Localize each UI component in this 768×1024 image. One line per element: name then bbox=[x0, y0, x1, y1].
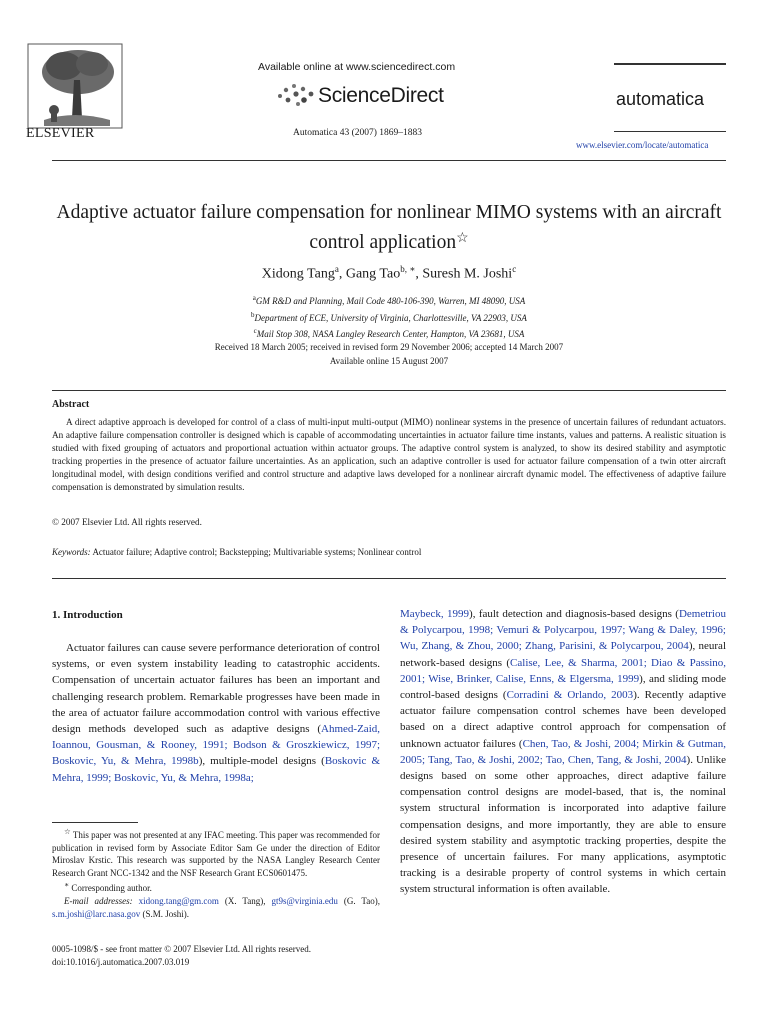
article-title bbox=[52, 200, 726, 256]
author-name: Gang Tao bbox=[345, 266, 401, 282]
footnotes bbox=[52, 826, 380, 920]
affiliation-line bbox=[52, 292, 726, 309]
email-link[interactable]: xidong.tang@gm.com bbox=[138, 895, 219, 906]
author-affiliation-mark[interactable]: a bbox=[334, 264, 339, 274]
abstract-divider-top bbox=[52, 390, 726, 391]
elsevier-tree-logo bbox=[24, 40, 126, 132]
email-owner: (S.M. Joshi). bbox=[142, 908, 190, 919]
body-text: Actuator failures can cause severe performance deterioration of control systems, or even system instability leading to catastrophic accidents. Compensation of uncertain actuator failures has been an important and challenging research problem. Remarkable progresses have been made in the area of actuator failure accommodation control with various effective design methods developed such as adaptive designs ( bbox=[52, 642, 380, 736]
article-title-text: Adaptive actuator failure compensation for nonlinear MIMO systems with an aircraft control application bbox=[56, 202, 722, 253]
footnote-text: Corresponding author. bbox=[71, 883, 152, 894]
footnote-asterisk-icon: ∗ bbox=[64, 880, 70, 890]
title-footnote-star-icon[interactable]: ☆ bbox=[456, 231, 469, 246]
citation-link[interactable]: Calise, Lee, & Sharma, 2001; Diao & Passino, 2001; Wise, Brinker, Calise, Enns, & Elgersma, 1999 bbox=[400, 656, 726, 685]
citation-link[interactable]: Ahmed-Zaid, Ioannou, Gousman, & Rooney, 1991; Bodson & Groszkiewicz, 1997; Boskovic, Yu, & Mehra, 1998b bbox=[52, 723, 380, 768]
citation-link[interactable]: Maybeck, 1999 bbox=[400, 608, 470, 620]
email-link[interactable]: gt9s@virginia.edu bbox=[271, 895, 338, 906]
article-dates bbox=[52, 341, 726, 368]
journal-reference: Automatica 43 (2007) 1869–1883 bbox=[293, 128, 423, 138]
doi-line[interactable]: doi:10.1016/j.automatica.2007.03.019 bbox=[52, 956, 190, 967]
body-text: ), and sliding mode control-based designs ( bbox=[400, 672, 726, 702]
keywords-text: Actuator failure; Adaptive control; Backstepping; Multivariable systems; Nonlinear control bbox=[92, 547, 422, 557]
body-column-left bbox=[52, 640, 380, 786]
body-text: ). Recently adaptive actuator failure compensation control schemes have been developed based on a direct adaptive control approach for compensation of unknown actuator failures ( bbox=[400, 689, 727, 750]
abstract-body: A direct adaptive approach is developed for control of a class of multi-input multi-output (MIMO) nonlinear systems in the presence of uncertain failures of redundant actuators. An adaptive failure compensation controller is designed which is capable of accommodating uncertainties in actuator failure time instants, values and patterns. A realistic situation is studied with fixed grouping of actuators and proportional actuation within actuator groups. The adaptive control system is analyzed, to show its desired stability and asymptotic tracking properties in the presence of actuator failure uncertainties. As an application, such an adaptive controller is used for actuator failure compensation of a twin otter aircraft longitudinal model, with design conditions verified and control structure and adaptive laws developed for a nonlinear aircraft dynamic model. The effectiveness of adaptive failure compensation is demonstrated by simulation results. bbox=[52, 417, 726, 493]
affiliation-mark: a bbox=[252, 294, 256, 302]
footnote-funding bbox=[52, 826, 380, 879]
author-list: Xidong Tang$^a$, Gang Tao$^{b, ∗}$, Suresh M. Joshi$^c$ bbox=[261, 264, 517, 282]
author-name: Xidong Tang bbox=[261, 266, 335, 282]
affiliation-text: GM R&D and Planning, Mail Code 480-106-390, Warren, MI 48090, USA bbox=[255, 296, 526, 306]
affiliation-mark: b bbox=[251, 310, 255, 319]
citation-link[interactable]: Chen, Tao, & Joshi, 2004; Mirkin & Gutman, 2005; Tang, Tao, & Joshi, 2002; Tao, Chen, Tang, & Joshi, 2004 bbox=[400, 737, 727, 766]
citation-link[interactable]: Corradini & Orlando, 2003 bbox=[506, 689, 634, 702]
abstract-divider-bottom bbox=[52, 578, 726, 579]
abstract-copyright: © 2007 Elsevier Ltd. All rights reserved. bbox=[52, 517, 202, 527]
journal-name: automatica bbox=[616, 89, 705, 109]
email-owner: (X. Tang), bbox=[224, 895, 266, 906]
body-text: ), multiple-model designs ( bbox=[198, 755, 325, 768]
affiliation-list bbox=[52, 292, 726, 342]
body-text: ), neural network-based designs ( bbox=[400, 640, 726, 669]
received-dates: Received 18 March 2005; received in revised form 29 November 2006; accepted 14 March 2007 bbox=[214, 342, 564, 352]
header-divider bbox=[52, 160, 726, 161]
keywords-line bbox=[52, 547, 421, 557]
footnote-divider bbox=[52, 822, 138, 823]
publisher-name: ELSEVIER bbox=[26, 126, 95, 141]
issn-line: 0005-1098/$ - see front matter © 2007 Elsevier Ltd. All rights reserved. bbox=[52, 944, 312, 954]
affiliation-line bbox=[52, 325, 726, 342]
body-column-right bbox=[400, 606, 726, 898]
body-text: ), fault detection and diagnosis-based designs ( bbox=[469, 608, 679, 620]
email-owner: (G. Tao), bbox=[343, 895, 380, 906]
author-affiliation-mark[interactable]: c bbox=[512, 264, 517, 274]
journal-rule-top bbox=[614, 63, 726, 65]
sciencedirect-wordmark: ScienceDirect bbox=[318, 84, 444, 107]
available-online-date: Available online 15 August 2007 bbox=[329, 355, 449, 366]
citation-link[interactable]: Demetriou & Polycarpou, 1998; Vemuri & Polycarpou, 1997; Wang & Daley, 1996; Wu, Zhang, & Zhou, 2000; Zhang, Parisini, & Polycarpou, 2004 bbox=[400, 608, 726, 653]
affiliation-text: Department of ECE, University of Virginia, Charlottesville, VA 22903, USA bbox=[254, 312, 527, 323]
author-affiliation-mark[interactable]: b, ∗ bbox=[400, 264, 416, 274]
abstract-heading: Abstract bbox=[52, 399, 90, 410]
journal-url-link[interactable]: www.elsevier.com/locate/automatica bbox=[576, 140, 709, 150]
affiliation-text: Mail Stop 308, NASA Langley Research Center, Hampton, VA 23681, USA bbox=[256, 329, 525, 339]
footnote-star-icon: ☆ bbox=[64, 827, 71, 836]
footnote-emails bbox=[52, 895, 380, 920]
keywords-label: Keywords: bbox=[52, 547, 91, 557]
email-link[interactable]: s.m.joshi@larc.nasa.gov bbox=[52, 908, 141, 919]
body-text: ). Unlike designs based on some other approaches, direct adaptive failure compensation control designs are model-based, that is, the nominal system structural information is incorporated into adaptive failure compensation designs, and more importantly, they are able to ensure desired system stability and asymptotic tracking properties, despite the presence of uncertain failures. For many applications, asymptotic tracking is a desirable property of control systems in which certain system structural information is often available. bbox=[400, 753, 726, 896]
affiliation-line bbox=[52, 309, 726, 326]
footer-issn-doi bbox=[52, 943, 311, 969]
footnote-text: This paper was not presented at any IFAC meeting. This paper was recommended for publication in revised form by Associate Editor Sam Ge under the direction of Editor Miroslav Krstic. This research was supported by the NASA Langley Research Center Research Grant NCC-1342 and the NSF Research Grant ECS0601475. bbox=[52, 830, 380, 878]
section-heading-introduction: 1. Introduction bbox=[52, 609, 123, 621]
affiliation-mark: c bbox=[253, 327, 257, 335]
journal-rule-bottom bbox=[614, 131, 726, 132]
citation-link[interactable]: Boskovic & Mehra, 1999; Boskovic, Yu, & Mehra, 1998a; bbox=[52, 755, 380, 784]
sciencedirect-dots-icon bbox=[276, 82, 316, 108]
author-name: Suresh M. Joshi bbox=[422, 266, 513, 282]
footnote-corresponding bbox=[52, 879, 380, 895]
email-label: E-mail addresses: bbox=[64, 895, 133, 906]
available-online-text[interactable]: Available online at www.sciencedirect.com bbox=[258, 61, 456, 73]
